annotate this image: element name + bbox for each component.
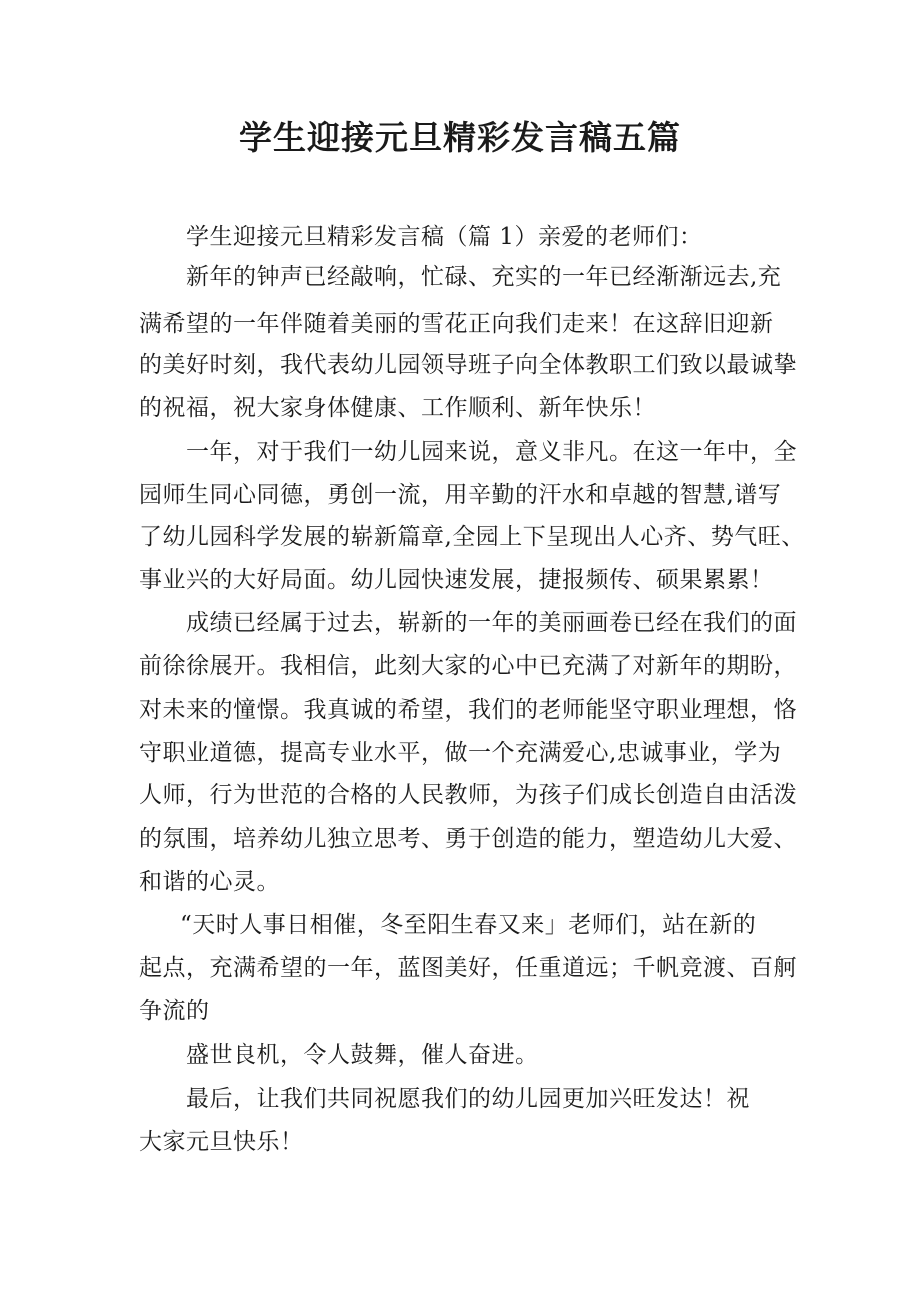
paragraph-line: 最后，让我们共同祝愿我们的幼儿园更加兴旺发达！祝 (186, 1086, 750, 1112)
paragraph-line: 和谐的心灵。 (139, 869, 280, 895)
paragraph-line: 新年的钟声已经敲响，忙碌、充实的一年已经渐渐远去,充 (186, 264, 782, 290)
paragraph-line: 学生迎接元旦精彩发言稿（篇 1）亲爱的老师们： (186, 224, 703, 250)
paragraph-line: 对未来的憧憬。我真诚的希望，我们的老师能坚守职业理想，恪 (139, 697, 797, 723)
paragraph-line: 满希望的一年伴随着美丽的雪花正向我们走来！在这辞旧迎新 (139, 311, 774, 337)
paragraph-line: 一年，对于我们一幼儿园来说，意义非凡。在这一年中，全 (186, 439, 797, 465)
paragraph-line: 前徐徐展开。我相信，此刻大家的心中已充满了对新年的期盼， (139, 653, 797, 679)
paragraph-line: 守职业道德，提高专业水平，做一个充满爱心,忠诚事业，学为 (139, 740, 782, 766)
paragraph-line: 人师，行为世范的合格的人民教师，为孩子们成长创造自由活泼 (139, 782, 797, 808)
paragraph-line: 争流的 (139, 998, 210, 1024)
paragraph-line: 成绩已经属于过去，崭新的一年的美丽画卷已经在我们的面 (186, 610, 797, 636)
paragraph-line: 的美好时刻，我代表幼儿园领导班子向全体教职工们致以最诚挚 (139, 352, 797, 378)
document-title: 学生迎接元旦精彩发言稿五篇 (239, 118, 681, 157)
paragraph-line: 盛世良机，令人鼓舞，催人奋进。 (186, 1042, 539, 1068)
paragraph-line: 事业兴的大好局面。幼儿园快速发展，捷报频传、硕果累累！ (139, 567, 774, 593)
paragraph-line: 了幼儿园科学发展的崭新篇章,全园上下呈现出人心齐、势气旺、 (139, 524, 805, 550)
paragraph-line: 的氛围，培养幼儿独立思考、勇于创造的能力，塑造幼儿大爱、 (139, 826, 797, 852)
paragraph-line: 园师生同心同德，勇创一流，用辛勤的汗水和卓越的智慧,谱写 (139, 482, 782, 508)
paragraph-line: 的祝福，祝大家身体健康、工作顺利、新年快乐！ (139, 395, 656, 421)
paragraph-line: “天时人事日相催，冬至阳生春又来」老师们，站在新的 (180, 912, 757, 938)
paragraph-line: 起点，充满希望的一年，蓝图美好，任重道远；千帆竞渡、百舸 (139, 955, 797, 981)
paragraph-line: 大家元旦快乐！ (139, 1129, 304, 1155)
